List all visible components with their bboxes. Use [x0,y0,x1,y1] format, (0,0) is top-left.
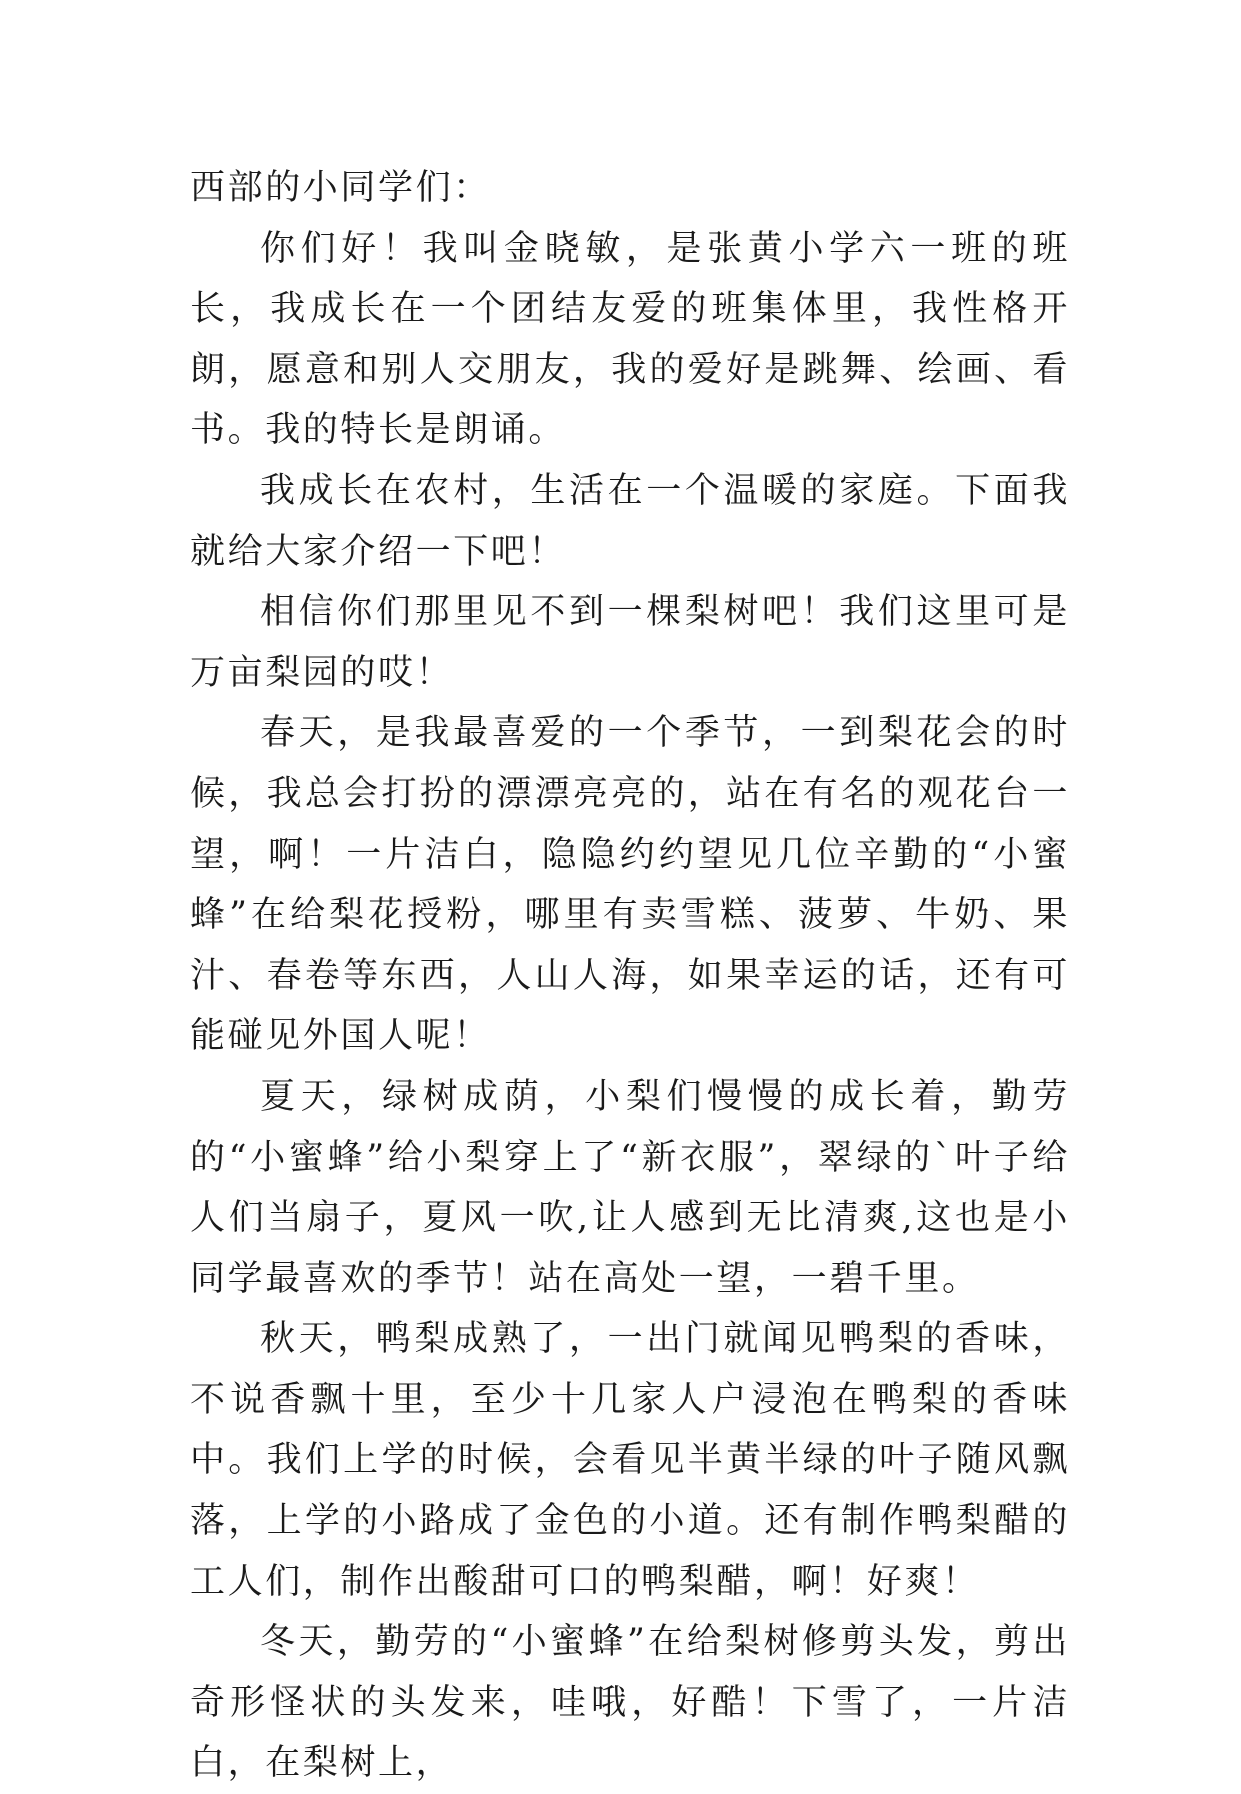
paragraph-introduction: 你们好！我叫金晓敏，是张黄小学六一班的班长，我成长在一个团结友爱的班集体里，我性格开朗，愿意和别人交朋友，我的爱好是跳舞、绘画、看书。我的特长是朗诵。 [190,228,1070,451]
paragraph-pear-orchard: 相信你们那里见不到一棵梨树吧！我们这里可是万亩梨园的哎！ [190,592,1070,693]
paragraph-family: 我成长在农村，生活在一个温暖的家庭。下面我就给大家介绍一下吧！ [190,470,1070,572]
paragraph-autumn: 秋天，鸭梨成熟了，一出门就闻见鸭梨的香味，不说香飘十里，至少十几家人户浸泡在鸭梨的香味中。我们上学的时候，会看见半黄半绿的叶子随风飘落，上学的小路成了金色的小道。还有制作鸭梨醋的工人们，制作出酸甜可口的鸭梨醋，啊！好爽！ [190,1319,1070,1602]
paragraph-summer: 夏天，绿树成荫，小梨们慢慢的成长着，勤劳的“小蜜蜂”给小梨穿上了“新衣服”，翠绿的`叶子给人们当扇子，夏风一吹,让人感到无比清爽,这也是小同学最喜欢的季节！站在高处一望，一碧千里。 [190,1076,1070,1299]
letter-body [190,158,1070,1794]
salutation: 西部的小同学们： [190,168,491,208]
paragraph-spring: 春天，是我最喜爱的一个季节，一到梨花会的时候，我总会打扮的漂漂亮亮的，站在有名的观花台一望，啊！一片洁白，隐隐约约望见几位辛勤的“小蜜蜂”在给梨花授粉，哪里有卖雪糕、菠萝、牛奶、果汁、春卷等东西，人山人海，如果幸运的话，还有可能碰见外国人呢！ [190,713,1070,1057]
paragraph-winter: 冬天，勤劳的“小蜜蜂”在给梨树修剪头发，剪出奇形怪状的头发来，哇哦，好酷！下雪了，一片洁白，在梨树上， [190,1622,1070,1784]
